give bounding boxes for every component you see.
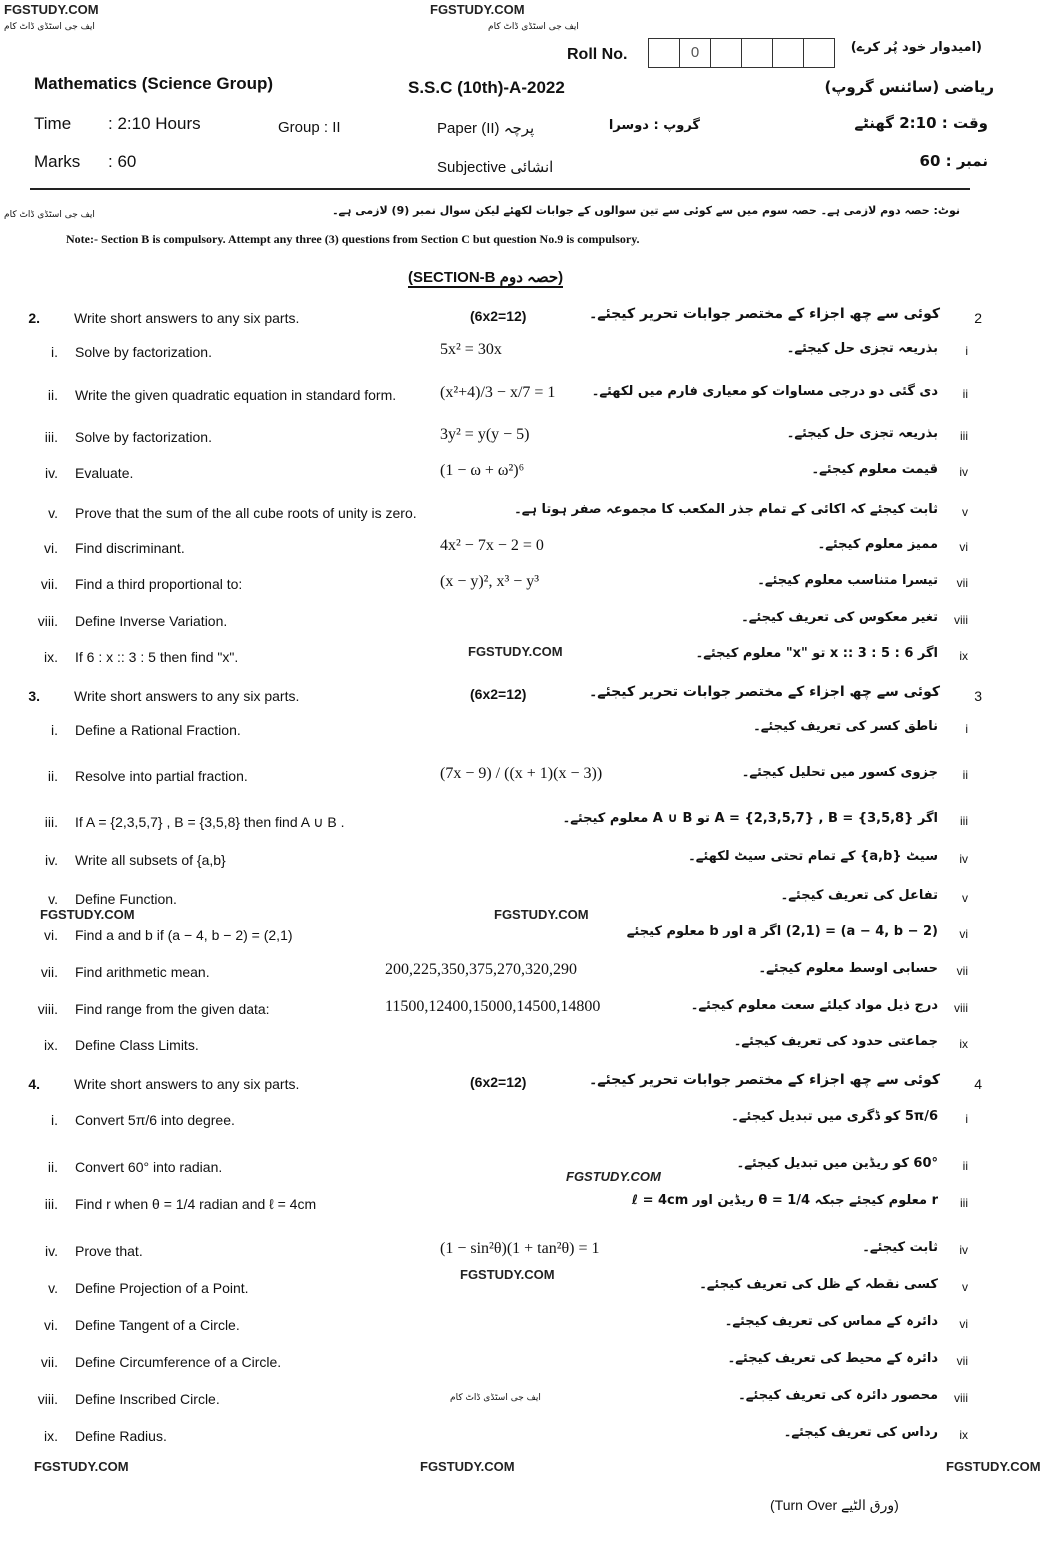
roll-digit-box[interactable] <box>804 39 834 67</box>
watermark-urdu: ایف جی اسٹڈی ڈاٹ کام <box>4 210 95 220</box>
part-text: If 6 : x :: 3 : 5 then find "x". <box>75 649 239 665</box>
part-number-urdu: i <box>965 722 968 736</box>
part-number-urdu: viii <box>954 1001 968 1015</box>
part-number-urdu: ix <box>959 649 968 663</box>
part-text-urdu: تیسرا متناسب معلوم کیجئے۔ <box>757 573 938 588</box>
part-expression: 200,225,350,375,270,320,290 <box>385 961 577 978</box>
watermark-urdu: ایف جی اسٹڈی ڈاٹ کام <box>450 1393 541 1403</box>
part-text: Find discriminant. <box>75 540 185 556</box>
question-number: 4. <box>28 1076 40 1092</box>
part-number: vii. <box>40 964 58 980</box>
part-number-urdu: v <box>962 891 968 905</box>
part-number-urdu: iv <box>959 1243 968 1257</box>
part-number-urdu: v <box>962 505 968 519</box>
subjective-label: Subjective انشائی <box>437 159 554 176</box>
part-number: i. <box>51 722 58 738</box>
part-text: Prove that the sum of the all cube roots of unity is zero. <box>75 505 417 521</box>
part-text-urdu: سیٹ {a,b} کے تمام تحتی سیٹ لکھئے۔ <box>688 849 938 864</box>
part-text: Write all subsets of {a,b} <box>75 852 226 868</box>
part-text-urdu: رداس کی تعریف کیجئے۔ <box>783 1425 938 1440</box>
part-number: ii. <box>47 387 58 403</box>
part-number: v. <box>48 891 58 907</box>
part-text: Find arithmetic mean. <box>75 964 210 980</box>
part-number-urdu: vi <box>959 1317 968 1331</box>
roll-digit-box[interactable] <box>649 39 680 67</box>
part-number-urdu: vi <box>959 927 968 941</box>
part-expression: (x²+4)/3 − x/7 = 1 <box>440 384 556 401</box>
part-text-urdu: اگر A = {2,3,5,7} , B = {3,5,8} تو A ∪ B معلوم کیجئے۔ <box>562 811 938 826</box>
part-text: Define Radius. <box>75 1428 167 1444</box>
marks-urdu: نمبر : 60 <box>919 152 988 170</box>
part-number: i. <box>51 344 58 360</box>
part-number-urdu: v <box>962 1280 968 1294</box>
question-heading: Write short answers to any six parts. <box>74 310 300 326</box>
part-number-urdu: vii <box>956 576 968 590</box>
part-text: If A = {2,3,5,7} , B = {3,5,8} then find A ∪ B . <box>75 814 345 830</box>
part-number-urdu: i <box>965 1112 968 1126</box>
note-urdu: نوٹ: حصہ دوم لازمی ہے۔ حصہ سوم میں سے کوئی سے تین سوالوں کے جوابات لکھئے لیکن سوال نمبر (9) لازمی ہے۔ <box>332 204 960 217</box>
part-number: ix. <box>44 1037 58 1053</box>
watermark: FGSTUDY.COM <box>40 907 135 922</box>
part-text: Define Function. <box>75 891 177 907</box>
part-text-urdu: ثابت کیجئے۔ <box>862 1240 938 1255</box>
part-number-urdu: ii <box>962 1159 968 1173</box>
part-text-urdu: جزوی کسور میں تحلیل کیجئے۔ <box>741 765 938 780</box>
part-text: Convert 5π/6 into degree. <box>75 1112 235 1128</box>
section-title: (SECTION-B حصہ دوم) <box>408 269 564 286</box>
part-number-urdu: viii <box>954 613 968 627</box>
part-number: vii. <box>40 576 58 592</box>
question-heading-urdu: کوئی سے چھ اجزاء کے مختصر جوابات تحریر کیجئے۔ <box>589 684 940 700</box>
roll-urdu-label: (امیدوار خود پُر کرے) <box>850 40 982 55</box>
part-number: vi. <box>44 1317 58 1333</box>
part-number: ii. <box>47 1159 58 1175</box>
part-expression: 5x² = 30x <box>440 341 502 358</box>
question-heading-urdu: کوئی سے چھ اجزاء کے مختصر جوابات تحریر کیجئے۔ <box>589 306 940 322</box>
header-divider <box>30 188 970 190</box>
part-text: Find r when θ = 1/4 radian and ℓ = 4cm <box>75 1196 317 1212</box>
part-number-urdu: iii <box>960 814 968 828</box>
part-expression: (x − y)², x³ − y³ <box>440 573 540 590</box>
part-text-urdu: درج ذیل مواد کیلئے سعت معلوم کیجئے۔ <box>690 998 938 1013</box>
question-marks: (6x2=12) <box>470 308 527 324</box>
turn-over: (Turn Over ورق الٹیے) <box>770 1497 899 1513</box>
part-text-urdu: جماعتی حدود کی تعریف کیجئے۔ <box>733 1034 938 1049</box>
watermark: FGSTUDY.COM <box>34 1459 129 1474</box>
part-text: Convert 60° into radian. <box>75 1159 223 1175</box>
subject-title: Mathematics (Science Group) <box>34 74 274 93</box>
exam-title: S.S.C (10th)-A-2022 <box>408 78 565 97</box>
part-number: iv. <box>45 1243 58 1259</box>
time-urdu: وقت : 2:10 گھنٹے <box>854 114 988 132</box>
part-number: iii. <box>44 429 58 445</box>
part-number-urdu: iii <box>960 1196 968 1210</box>
part-expression: 3y² = y(y − 5) <box>440 426 530 443</box>
question-number-urdu: 2 <box>974 310 982 326</box>
part-number-urdu: vii <box>956 1354 968 1368</box>
part-number-urdu: viii <box>954 1391 968 1405</box>
part-text: Define Circumference of a Circle. <box>75 1354 282 1370</box>
part-number-urdu: ii <box>962 387 968 401</box>
question-heading: Write short answers to any six parts. <box>74 1076 300 1092</box>
part-expression: 11500,12400,15000,14500,14800 <box>385 998 601 1015</box>
part-text-urdu: بذریعہ تجزی حل کیجئے۔ <box>786 341 938 356</box>
part-number: v. <box>48 505 58 521</box>
part-text-urdu: تغیر معکوس کی تعریف کیجئے۔ <box>741 610 938 625</box>
watermark: FGSTUDY.COM <box>430 2 525 17</box>
part-text-urdu: تفاعل کی تعریف کیجئے۔ <box>780 888 938 903</box>
question-number-urdu: 4 <box>974 1076 982 1092</box>
part-number: iv. <box>45 852 58 868</box>
question-number-urdu: 3 <box>974 688 982 704</box>
part-number-urdu: i <box>965 344 968 358</box>
paper-label: Paper (II) پرچہ <box>437 120 535 137</box>
question-marks: (6x2=12) <box>470 1074 527 1090</box>
part-number: viii. <box>37 1001 58 1017</box>
part-text: Solve by factorization. <box>75 344 212 360</box>
watermark: FGSTUDY.COM <box>468 644 563 659</box>
part-text-urdu: ناطق کسر کی تعریف کیجئے۔ <box>753 719 938 734</box>
part-expression: (1 − ω + ω²)⁶ <box>440 462 525 479</box>
marks-value: : 60 <box>108 152 137 171</box>
part-text-urdu: کسی نقطہ کے ظل کی تعریف کیجئے۔ <box>699 1277 938 1292</box>
part-number-urdu: vi <box>959 540 968 554</box>
part-number: ii. <box>47 768 58 784</box>
part-text-urdu: حسابی اوسط معلوم کیجئے۔ <box>758 961 938 976</box>
part-text: Define Inscribed Circle. <box>75 1391 220 1407</box>
part-text-urdu: ممیز معلوم کیجئے۔ <box>817 537 938 552</box>
roll-digit-box[interactable] <box>773 39 804 67</box>
part-number: vi. <box>44 540 58 556</box>
watermark: FGSTUDY.COM <box>4 2 99 17</box>
question-heading: Write short answers to any six parts. <box>74 688 300 704</box>
note: Note:- Section B is compulsory. Attempt any three (3) questions from Section C but question No.9 is compulsory. <box>66 232 640 246</box>
part-number: iii. <box>44 814 58 830</box>
part-number: vi. <box>44 927 58 943</box>
part-text-urdu: قیمت معلوم کیجئے۔ <box>811 462 938 477</box>
part-text-urdu: ثابت کیجئے کہ اکائی کے تمام جذر المکعب کا مجموعہ صفر ہوتا ہے۔ <box>514 502 938 517</box>
part-text-urdu: 5π/6 کو ڈگری میں تبدیل کیجئے۔ <box>731 1109 938 1124</box>
watermark: FGSTUDY.COM <box>420 1459 515 1474</box>
part-number-urdu: ix <box>959 1428 968 1442</box>
group-urdu: گروپ : دوسرا <box>608 118 700 133</box>
time-label: Time <box>34 114 72 133</box>
part-text: Define Inverse Variation. <box>75 613 228 629</box>
roll-digit-box[interactable]: 0 <box>680 39 711 67</box>
part-text-urdu: r معلوم کیجئے جبکہ θ = 1/4 ریڈین اور ℓ = 4cm <box>631 1193 938 1208</box>
part-text: Find a and b if (a − 4, b − 2) = (2,1) <box>75 927 293 943</box>
question-number: 3. <box>28 688 40 704</box>
part-number: iv. <box>45 465 58 481</box>
question-marks: (6x2=12) <box>470 686 527 702</box>
watermark: FGSTUDY.COM <box>494 907 589 922</box>
part-number: ix. <box>44 1428 58 1444</box>
part-text: Solve by factorization. <box>75 429 212 445</box>
part-number: v. <box>48 1280 58 1296</box>
time-value: : 2:10 Hours <box>108 114 201 133</box>
part-text-urdu: دائرہ کے مماس کی تعریف کیجئے۔ <box>724 1314 938 1329</box>
watermark: FGSTUDY.COM <box>566 1169 661 1184</box>
question-number: 2. <box>28 310 40 326</box>
roll-label: Roll No. <box>567 46 628 63</box>
part-text: Define a Rational Fraction. <box>75 722 241 738</box>
part-number-urdu: iv <box>959 465 968 479</box>
part-text: Define Tangent of a Circle. <box>75 1317 240 1333</box>
part-number-urdu: ix <box>959 1037 968 1051</box>
marks-label: Marks <box>34 152 81 171</box>
part-text: Define Projection of a Point. <box>75 1280 249 1296</box>
part-text-urdu: دائرہ کے محیط کی تعریف کیجئے۔ <box>727 1351 938 1366</box>
part-text: Evaluate. <box>75 465 134 481</box>
group-label: Group : II <box>278 119 341 136</box>
part-text: Write the given quadratic equation in standard form. <box>75 387 397 403</box>
part-number-urdu: ii <box>962 768 968 782</box>
part-text: Define Class Limits. <box>75 1037 199 1053</box>
part-text-urdu: اگر 6 : x :: 3 : 5 تو "x" معلوم کیجئے۔ <box>695 646 938 661</box>
part-text-urdu: 60° کو ریڈین میں تبدیل کیجئے۔ <box>736 1156 938 1171</box>
part-number-urdu: iii <box>960 429 968 443</box>
watermark: FGSTUDY.COM <box>460 1267 555 1282</box>
part-text-urdu: محصور دائرہ کی تعریف کیجئے۔ <box>738 1388 938 1403</box>
part-text-urdu: (a − 4, b − 2) = (2,1) اگر a اور b معلوم کیجئے <box>626 924 938 939</box>
part-text: Find a third proportional to: <box>75 576 243 592</box>
part-number: i. <box>51 1112 58 1128</box>
part-text: Resolve into partial fraction. <box>75 768 248 784</box>
part-number: viii. <box>37 613 58 629</box>
roll-digit-box[interactable] <box>742 39 773 67</box>
watermark-urdu: ایف جی اسٹڈی ڈاٹ کام <box>4 22 95 32</box>
part-number: vii. <box>40 1354 58 1370</box>
part-text: Find range from the given data: <box>75 1001 270 1017</box>
watermark: FGSTUDY.COM <box>946 1459 1041 1474</box>
roll-number-boxes[interactable] <box>648 38 835 68</box>
part-expression: (7x − 9) / ((x + 1)(x − 3)) <box>440 765 603 782</box>
part-text-urdu: بذریعہ تجزی حل کیجئے۔ <box>786 426 938 441</box>
question-heading-urdu: کوئی سے چھ اجزاء کے مختصر جوابات تحریر کیجئے۔ <box>589 1072 940 1088</box>
part-number-urdu: vii <box>956 964 968 978</box>
part-number: viii. <box>37 1391 58 1407</box>
part-number-urdu: iv <box>959 852 968 866</box>
part-expression: 4x² − 7x − 2 = 0 <box>440 537 544 554</box>
part-number: ix. <box>44 649 58 665</box>
part-number: iii. <box>44 1196 58 1212</box>
subject-title-urdu: ریاضی (سائنس گروپ) <box>824 78 994 96</box>
watermark-urdu: ایف جی اسٹڈی ڈاٹ کام <box>488 22 579 32</box>
roll-digit-box[interactable] <box>711 39 742 67</box>
part-text: Prove that. <box>75 1243 143 1259</box>
part-expression: (1 − sin²θ)(1 + tan²θ) = 1 <box>440 1240 600 1257</box>
part-text-urdu: دی گئی دو درجی مساوات کو معیاری فارم میں لکھئے۔ <box>591 384 938 399</box>
